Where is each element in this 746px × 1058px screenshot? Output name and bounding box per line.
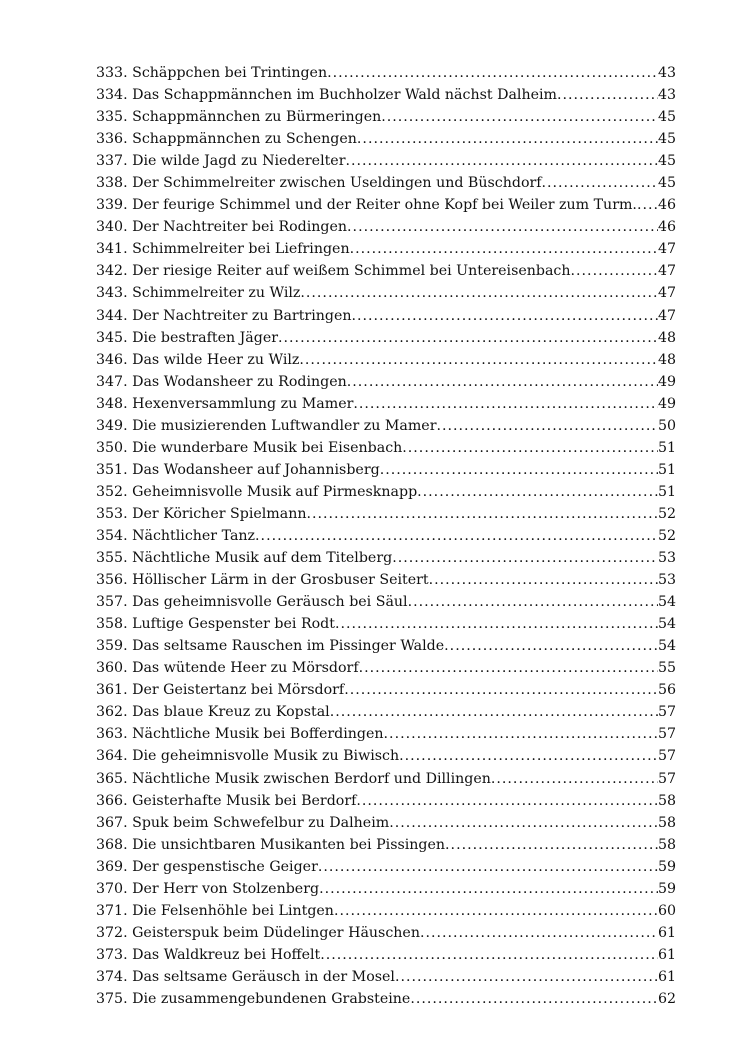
toc-entry (96, 282, 676, 304)
toc-entry (96, 922, 676, 944)
toc-entry-title: 371. Die Felsenhöhle bei Lintgen (96, 902, 334, 919)
toc-entry-page-number: 59 (657, 858, 676, 875)
toc-list (96, 62, 676, 1010)
toc-entry-page-number: 58 (657, 814, 676, 831)
toc-entry-title: 373. Das Waldkreuz bei Hoffelt (96, 946, 321, 963)
toc-entry-title: 370. Der Herr von Stolzenberg (96, 880, 320, 897)
toc-entry (96, 900, 676, 922)
toc-entry-page-number: 53 (657, 572, 676, 589)
toc-dot-leader (389, 812, 658, 834)
toc-entry (96, 745, 676, 767)
toc-entry-page-number: 45 (657, 109, 676, 126)
toc-entry-page-number: 49 (657, 373, 676, 390)
toc-entry-page-number: 55 (657, 660, 676, 677)
toc-dot-leader (571, 260, 658, 282)
toc-dot-leader (408, 591, 658, 613)
toc-dot-leader (445, 834, 658, 856)
toc-entry-title: 360. Das wütende Heer zu Mörsdorf (96, 660, 359, 677)
toc-entry-page-number: 45 (657, 175, 676, 192)
toc-entry-title: 348. Hexenversammlung zu Mamer (96, 395, 354, 412)
toc-entry (96, 128, 676, 150)
toc-entry (96, 172, 676, 194)
toc-dot-leader (557, 84, 658, 106)
toc-entry-page-number: 57 (657, 704, 676, 721)
toc-entry-page-number: 48 (657, 351, 676, 368)
toc-entry-page-number: 47 (657, 263, 676, 280)
toc-dot-leader (299, 349, 658, 371)
toc-entry (96, 525, 676, 547)
toc-entry-page-number: 50 (657, 417, 676, 434)
toc-entry (96, 260, 676, 282)
toc-dot-leader (402, 437, 658, 459)
toc-dot-leader (395, 966, 658, 988)
toc-dot-leader (347, 216, 658, 238)
toc-entry (96, 393, 676, 415)
toc-entry-page-number: 43 (657, 87, 676, 104)
toc-entry-title: 343. Schimmelreiter zu Wilz (96, 285, 301, 302)
toc-entry (96, 613, 676, 635)
toc-entry (96, 481, 676, 503)
toc-entry (96, 216, 676, 238)
toc-entry (96, 62, 676, 84)
toc-entry-page-number: 52 (657, 505, 676, 522)
toc-dot-leader (344, 679, 658, 701)
toc-dot-leader (335, 613, 658, 635)
toc-entry-title: 352. Geheimnisvolle Musik auf Pirmesknapp (96, 483, 418, 500)
toc-entry-title: 363. Nächtliche Musik bei Bofferdingen (96, 726, 384, 743)
toc-dot-leader (436, 415, 657, 437)
toc-entry-page-number: 48 (657, 329, 676, 346)
toc-dot-leader (330, 701, 658, 723)
toc-entry (96, 349, 676, 371)
toc-dot-leader (381, 106, 658, 128)
toc-entry-title: 367. Spuk beim Schwefelbur zu Dalheim (96, 814, 390, 831)
toc-entry-title: 372. Geisterspuk beim Düdelinger Häuschen (96, 924, 420, 941)
toc-entry-title: 336. Schappmännchen zu Schengen (96, 131, 357, 148)
toc-entry (96, 768, 676, 790)
toc-dot-leader (320, 944, 658, 966)
toc-entry-page-number: 57 (657, 770, 676, 787)
toc-entry-page-number: 61 (657, 968, 676, 985)
toc-entry (96, 723, 676, 745)
toc-entry-page-number: 45 (657, 153, 676, 170)
toc-dot-leader (399, 745, 658, 767)
toc-entry (96, 834, 676, 856)
toc-entry-title: 365. Nächtliche Musik zwischen Berdorf und Dillingen (96, 770, 491, 787)
toc-entry (96, 679, 676, 701)
toc-entry-title: 335. Schappmännchen zu Bürmeringen (96, 109, 382, 126)
toc-entry-title: 344. Der Nachtreiter zu Bartringen (96, 307, 352, 324)
toc-entry-page-number: 59 (657, 880, 676, 897)
toc-dot-leader (353, 393, 658, 415)
toc-entry-title: 362. Das blaue Kreuz zu Kopstal (96, 704, 330, 721)
toc-entry (96, 812, 676, 834)
toc-dot-leader (429, 569, 658, 591)
toc-entry-title: 369. Der gespenstische Geiger (96, 858, 318, 875)
toc-entry-page-number: 56 (657, 682, 676, 699)
toc-dot-leader (356, 790, 658, 812)
toc-entry-page-number: 47 (657, 285, 676, 302)
toc-entry (96, 790, 676, 812)
toc-entry-page-number: 54 (657, 616, 676, 633)
toc-entry (96, 591, 676, 613)
toc-dot-leader (417, 481, 658, 503)
toc-dot-leader (444, 635, 658, 657)
toc-entry-title: 339. Der feurige Schimmel und der Reiter ohne Kopf bei Weiler zum Turm. (96, 197, 637, 214)
toc-dot-leader (357, 128, 658, 150)
toc-dot-leader (327, 62, 658, 84)
toc-entry-page-number: 54 (657, 638, 676, 655)
toc-entry-title: 353. Der Köricher Spielmann (96, 505, 307, 522)
toc-entry-title: 361. Der Geistertanz bei Mörsdorf (96, 682, 345, 699)
toc-dot-leader (300, 282, 658, 304)
toc-dot-leader (346, 150, 658, 172)
toc-entry-page-number: 46 (657, 197, 676, 214)
toc-entry-page-number: 46 (657, 219, 676, 236)
toc-entry-title: 338. Der Schimmelreiter zwischen Useldingen und Büschdorf (96, 175, 542, 192)
toc-entry-page-number: 61 (657, 946, 676, 963)
toc-entry (96, 238, 676, 260)
toc-entry-title: 350. Die wunderbare Musik bei Eisenbach (96, 439, 403, 456)
toc-entry-title: 354. Nächtlicher Tanz (96, 527, 256, 544)
toc-dot-leader (278, 327, 658, 349)
toc-entry-title: 341. Schimmelreiter bei Liefringen (96, 241, 350, 258)
toc-entry-page-number: 47 (657, 241, 676, 258)
toc-entry-title: 333. Schäppchen bei Trintingen (96, 65, 328, 81)
toc-dot-leader (384, 723, 658, 745)
toc-entry (96, 371, 676, 393)
toc-entry (96, 503, 676, 525)
toc-entry-page-number: 62 (657, 990, 676, 1007)
table-of-contents-page (96, 62, 676, 1010)
toc-entry (96, 944, 676, 966)
toc-entry-page-number: 61 (657, 924, 676, 941)
toc-entry-title: 349. Die musizierenden Luftwandler zu Mamer (96, 417, 437, 434)
toc-dot-leader (306, 503, 657, 525)
toc-entry-title: 355. Nächtliche Musik auf dem Titelberg (96, 550, 393, 567)
toc-dot-leader (352, 305, 658, 327)
toc-entry-title: 366. Geisterhafte Musik bei Berdorf (96, 792, 357, 809)
toc-entry-title: 368. Die unsichtbaren Musikanten bei Pissingen (96, 836, 446, 853)
toc-entry (96, 415, 676, 437)
toc-entry-page-number: 49 (657, 395, 676, 412)
toc-dot-leader (542, 172, 658, 194)
toc-entry (96, 106, 676, 128)
toc-entry-title: 359. Das seltsame Rauschen im Pissinger Walde (96, 638, 445, 655)
toc-entry (96, 150, 676, 172)
toc-entry-page-number: 47 (657, 307, 676, 324)
toc-entry-page-number: 58 (657, 836, 676, 853)
toc-entry-title: 340. Der Nachtreiter bei Rodingen (96, 219, 348, 236)
toc-entry (96, 701, 676, 723)
toc-entry-page-number: 58 (657, 792, 676, 809)
toc-entry (96, 569, 676, 591)
toc-dot-leader (334, 900, 658, 922)
toc-entry (96, 437, 676, 459)
toc-dot-leader (318, 856, 658, 878)
toc-dot-leader (359, 657, 658, 679)
toc-entry (96, 459, 676, 481)
toc-entry (96, 878, 676, 900)
toc-entry (96, 657, 676, 679)
toc-entry-title: 346. Das wilde Heer zu Wilz (96, 351, 300, 368)
toc-entry-title: 342. Der riesige Reiter auf weißem Schimmel bei Untereisenbach (96, 263, 571, 280)
toc-entry (96, 194, 676, 216)
toc-dot-leader (392, 547, 658, 569)
toc-dot-leader (380, 459, 658, 481)
toc-dot-leader (350, 238, 658, 260)
toc-entry-page-number: 53 (657, 550, 676, 567)
toc-entry-page-number: 51 (657, 439, 676, 456)
toc-entry-title: 345. Die bestraften Jäger (96, 329, 279, 346)
toc-dot-leader (255, 525, 658, 547)
toc-entry (96, 84, 676, 106)
toc-entry-title: 337. Die wilde Jagd zu Niederelter (96, 153, 346, 170)
toc-entry (96, 966, 676, 988)
toc-dot-leader (410, 988, 658, 1010)
toc-entry-title: 357. Das geheimnisvolle Geräusch bei Säul (96, 594, 408, 611)
toc-dot-leader (491, 768, 658, 790)
toc-entry-page-number: 57 (657, 726, 676, 743)
toc-entry-title: 347. Das Wodansheer zu Rodingen (96, 373, 347, 390)
toc-entry-title: 375. Die zusammengebundenen Grabsteine (96, 990, 411, 1007)
toc-dot-leader (319, 878, 658, 900)
toc-entry-page-number: 45 (657, 131, 676, 148)
toc-entry-title: 374. Das seltsame Geräusch in der Mosel (96, 968, 395, 985)
toc-entry-page-number: 52 (657, 527, 676, 544)
toc-entry-page-number: 60 (657, 902, 676, 919)
toc-entry-page-number: 51 (657, 461, 676, 478)
toc-entry (96, 305, 676, 327)
toc-dot-leader (347, 371, 658, 393)
toc-entry (96, 547, 676, 569)
toc-entry-title: 364. Die geheimnisvolle Musik zu Biwisch (96, 748, 400, 765)
toc-entry-page-number: 51 (657, 483, 676, 500)
toc-dot-leader (420, 922, 658, 944)
toc-entry-title: 356. Höllischer Lärm in der Grosbuser Seitert (96, 572, 429, 589)
toc-entry-title: 358. Luftige Gespenster bei Rodt (96, 616, 335, 633)
toc-entry-page-number: 54 (657, 594, 676, 611)
toc-entry (96, 856, 676, 878)
toc-entry-page-number: 57 (657, 748, 676, 765)
toc-entry (96, 988, 676, 1010)
toc-entry-title: 334. Das Schappmännchen im Buchholzer Wald nächst Dalheim (96, 87, 557, 104)
toc-entry (96, 635, 676, 657)
toc-entry-page-number: 43 (657, 65, 676, 81)
toc-dot-leader (637, 194, 658, 216)
toc-entry (96, 327, 676, 349)
toc-entry-title: 351. Das Wodansheer auf Johannisberg (96, 461, 380, 478)
